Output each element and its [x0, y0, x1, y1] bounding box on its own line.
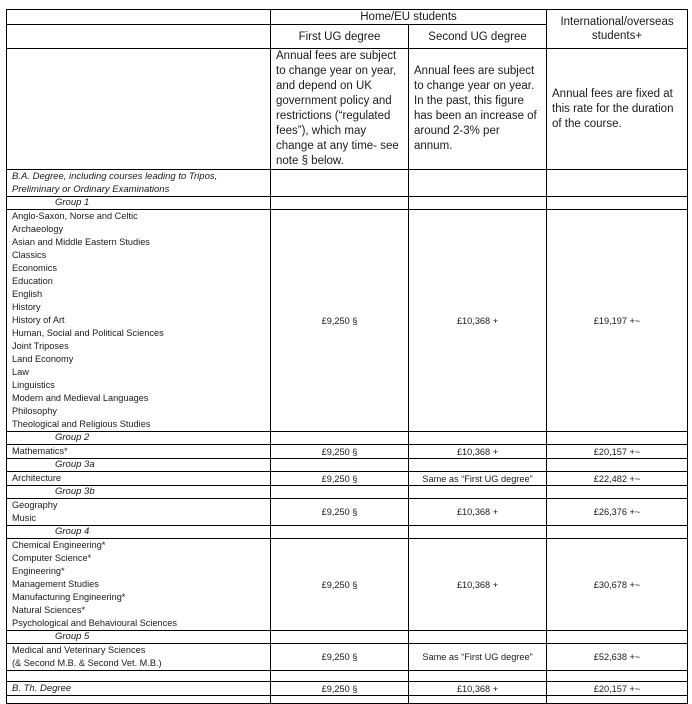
fee-first-ug: £9,250 § — [271, 682, 409, 696]
empty-cell — [271, 526, 409, 539]
subject-item: History of Art — [12, 315, 65, 325]
fee-second-ug: £10,368 + — [409, 210, 547, 432]
subject-list — [7, 499, 271, 526]
empty-cell — [409, 671, 547, 682]
group-header-row — [7, 432, 688, 445]
subject-item: Geography — [12, 500, 58, 510]
header-empty-cell — [7, 25, 271, 49]
group-title: Group 4 — [7, 526, 271, 539]
group-header-row — [7, 486, 688, 499]
empty-cell — [409, 526, 547, 539]
ba-section-row — [7, 170, 688, 197]
subject-item: Modern and Medieval Languages — [12, 393, 149, 403]
fee-first-ug: £9,250 § — [271, 499, 409, 526]
subject-item: Classics — [12, 250, 47, 260]
empty-cell — [547, 459, 688, 472]
group-header-row — [7, 197, 688, 210]
empty-cell — [409, 631, 547, 644]
group-header-row — [7, 459, 688, 472]
subject-item: Land Economy — [12, 354, 74, 364]
fee-first-ug: £9,250 § — [271, 210, 409, 432]
group-title: Group 1 — [7, 197, 271, 210]
empty-cell — [409, 197, 547, 210]
note-first-ug: Annual fees are subject to change year on year, and depend on UK government policy and restrictions (“regulated fees”), which may change at any time- see note § below. — [271, 49, 409, 170]
subject-item: Chemical Engineering* — [12, 540, 106, 550]
subject-item: Anglo-Saxon, Norse and Celtic — [12, 211, 138, 221]
empty-cell — [271, 170, 409, 197]
empty-cell — [409, 486, 547, 499]
subject-item: Music — [12, 513, 36, 523]
empty-cell — [7, 671, 271, 682]
fee-second-ug: £10,368 + — [409, 539, 547, 631]
group-header-row — [7, 526, 688, 539]
subject-list — [7, 445, 271, 459]
note-international: Annual fees are fixed at this rate for the duration of the course. — [547, 49, 688, 170]
empty-cell — [547, 170, 688, 197]
subject-item: Economics — [12, 263, 57, 273]
bth-row — [7, 682, 688, 696]
empty-cell — [271, 432, 409, 445]
subject-item: Law — [12, 367, 29, 377]
empty-cell — [271, 631, 409, 644]
header-row-top — [7, 10, 688, 25]
group-fees-row — [7, 210, 688, 432]
fee-second-ug: £10,368 + — [409, 682, 547, 696]
empty-cell — [409, 432, 547, 445]
empty-cell — [547, 526, 688, 539]
fee-international: £19,197 +~ — [547, 210, 688, 432]
empty-cell — [271, 671, 409, 682]
empty-cell — [409, 170, 547, 197]
empty-cell — [547, 197, 688, 210]
empty-cell — [409, 696, 547, 704]
bth-label: B. Th. Degree — [7, 682, 271, 696]
fee-first-ug: £9,250 § — [271, 472, 409, 486]
subject-item: Philosophy — [12, 406, 57, 416]
subject-item: Linguistics — [12, 380, 55, 390]
subject-item: Joint Triposes — [12, 341, 69, 351]
fee-second-ug: Same as “First UG degree” — [409, 472, 547, 486]
subject-item: Education — [12, 276, 53, 286]
subject-item: Natural Sciences* — [12, 605, 86, 615]
empty-cell — [547, 696, 688, 704]
subject-item: Computer Science* — [12, 553, 92, 563]
fee-first-ug: £9,250 § — [271, 644, 409, 671]
ba-section-title: B.A. Degree, including courses leading to Tripos, Preliminary or Ordinary Examinations — [7, 170, 271, 197]
subject-item: Mathematics* — [12, 446, 68, 456]
empty-cell — [409, 459, 547, 472]
fee-international: £20,157 +~ — [547, 445, 688, 459]
subject-item: Psychological and Behavioural Sciences — [12, 618, 177, 628]
group-fees-row — [7, 644, 688, 671]
subject-list — [7, 644, 271, 671]
empty-cell — [271, 459, 409, 472]
notes-row — [7, 49, 688, 170]
header-home-eu: Home/EU students — [271, 10, 547, 25]
empty-cell — [547, 432, 688, 445]
empty-cell — [547, 671, 688, 682]
empty-cell — [271, 197, 409, 210]
fee-first-ug: £9,250 § — [271, 445, 409, 459]
group-title: Group 3a — [7, 459, 271, 472]
empty-cell — [547, 486, 688, 499]
subject-item: Asian and Middle Eastern Studies — [12, 237, 150, 247]
subject-item: Management Studies — [12, 579, 99, 589]
empty-cell — [271, 486, 409, 499]
spacer-row — [7, 671, 688, 682]
note-second-ug: Annual fees are subject to change year on year. In the past, this figure has been an increase of around 2-3% per annum. — [409, 49, 547, 170]
subject-item: Medical and Veterinary Sciences — [12, 645, 146, 655]
subject-item: Archaeology — [12, 224, 64, 234]
header-international: International/overseas students+ — [547, 10, 688, 49]
empty-cell — [271, 696, 409, 704]
subject-item: Engineering* — [12, 566, 65, 576]
fee-international: £30,678 +~ — [547, 539, 688, 631]
group-fees-row — [7, 472, 688, 486]
fee-second-ug: £10,368 + — [409, 499, 547, 526]
subject-item: Human, Social and Political Sciences — [12, 328, 164, 338]
empty-cell — [547, 631, 688, 644]
notes-empty-cell — [7, 49, 271, 170]
subject-item: English — [12, 289, 43, 299]
empty-cell — [7, 696, 271, 704]
subject-item: Theological and Religious Studies — [12, 419, 151, 429]
fee-first-ug: £9,250 § — [271, 539, 409, 631]
subject-item: Architecture — [12, 473, 62, 483]
subject-item: Manufacturing Engineering* — [12, 592, 126, 602]
fee-second-ug: £10,368 + — [409, 445, 547, 459]
group-fees-row — [7, 445, 688, 459]
subject-item: History — [12, 302, 41, 312]
header-first-ug: First UG degree — [271, 25, 409, 49]
subject-list — [7, 210, 271, 432]
fee-international: £20,157 +~ — [547, 682, 688, 696]
fee-international: £52,638 +~ — [547, 644, 688, 671]
group-title: Group 2 — [7, 432, 271, 445]
header-second-ug: Second UG degree — [409, 25, 547, 49]
subject-list — [7, 472, 271, 486]
fee-international: £26,376 +~ — [547, 499, 688, 526]
fee-international: £22,482 +~ — [547, 472, 688, 486]
fee-second-ug: Same as “First UG degree” — [409, 644, 547, 671]
subject-list — [7, 539, 271, 631]
group-header-row — [7, 631, 688, 644]
header-empty-cell — [7, 10, 271, 25]
group-fees-row — [7, 539, 688, 631]
subject-item: (& Second M.B. & Second Vet. M.B.) — [12, 658, 162, 668]
group-title: Group 3b — [7, 486, 271, 499]
fees-table — [6, 9, 688, 704]
next-row-partial — [7, 696, 688, 704]
group-title: Group 5 — [7, 631, 271, 644]
group-fees-row — [7, 499, 688, 526]
